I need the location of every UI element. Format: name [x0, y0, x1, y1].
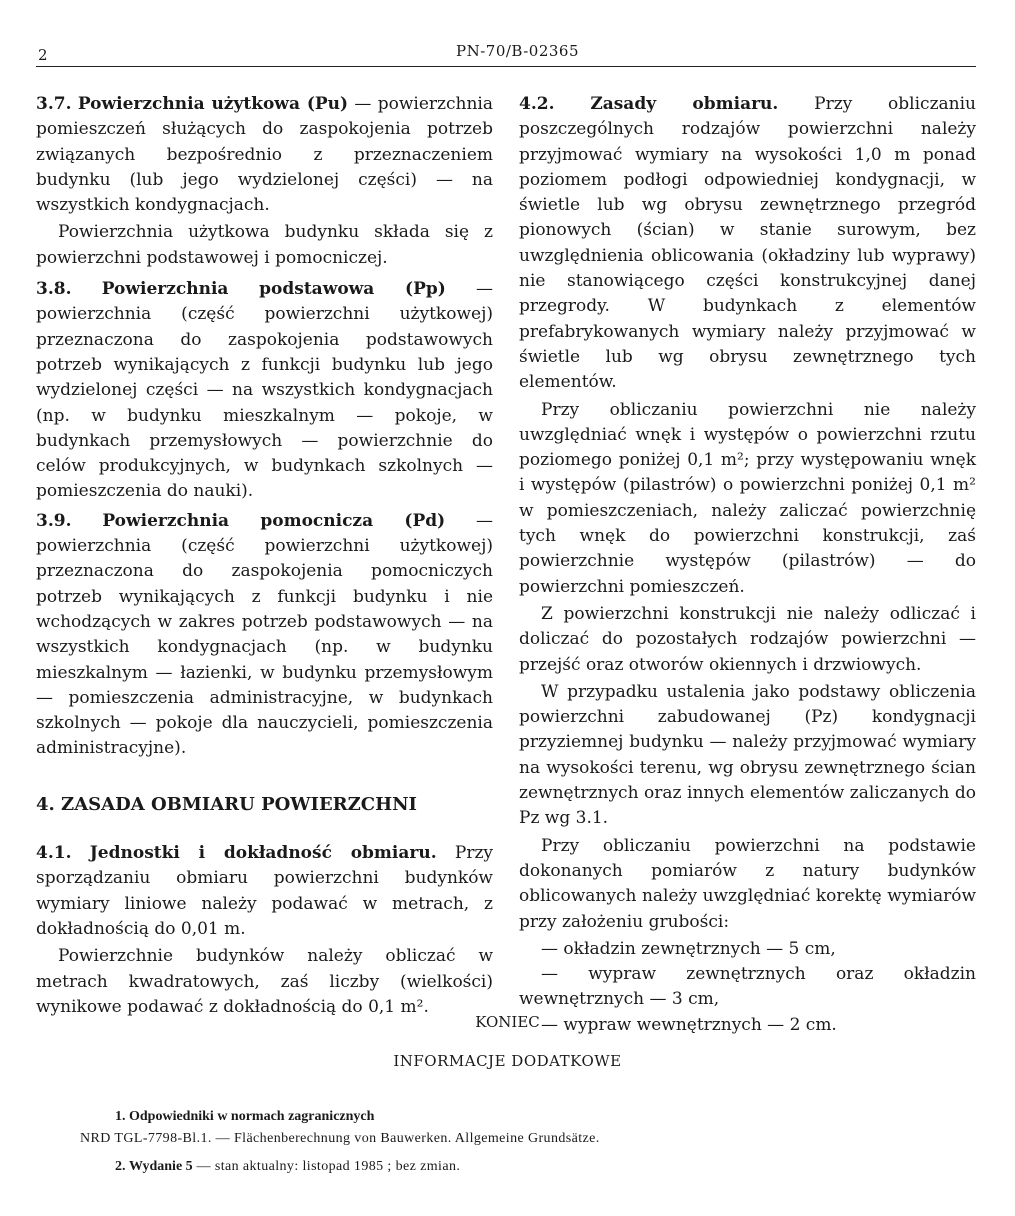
paragraph: Przy obliczaniu powierzchni na podstawie dokonanych pomiarów z natury budynków oblicowanych należy uwzględniać korektę wymiarów przy założeniu grubości: [519, 835, 976, 932]
paragraph: Przy obliczaniu powierzchni nie należy uwzględniać wnęk i występów o powierzchni rzutu poziomego poniżej 0,1 m²; przy występowaniu wnęk i występów (pilastrów) o powierzchni poniżej 0,1 m² w pomieszczeniach, należy zaliczać powierzchnię tych wnęk do powierzchni konstrukcji, zaś powierzchnie występów (pilastrów) — do powierzchni pomieszczeń. [519, 399, 976, 597]
section-text: — powierzchnia (część powierzchni użytkowej) przeznaczona do zaspokojenia pomocniczych potrzeb wynikających z funkcji budynku i nie wchodzących w zakres potrzeb podstawowych — na wszystkich kondygnacjach (np. w budynku mieszkalnym — łazienki, w budynku przemysłowym — pomieszczenia administracyjne, w budynkach szkolnych — pokoje dla nauczycieli, pomieszczenia administracyjne). [36, 510, 493, 759]
paragraph: Powierzchnie budynków należy obliczać w metrach kwadratowych, zaś liczby (wielkości) wynikowe podawać z dokładnością do 0,1 m². [36, 946, 493, 1017]
list-item: — wypraw zewnętrznych oraz okładzin wewnętrznych — 3 cm, [519, 964, 976, 1010]
section-number: 4.2. [519, 94, 555, 114]
item-number: 1. [115, 1109, 126, 1124]
section-title: Zasady obmiaru. [590, 94, 779, 114]
section-text: Przy obliczaniu poszczególnych rodzajów powierzchni należy przyjmować wymiary na wysokości 1,0 m ponad poziomem podłogi odpowiedniej kondygnacji, w świetle lub wg obrysu zewnętrznego przegród pionowych (ścian) w stanie surowym, bez uwzględnienia oblicowania (okładziny lub wyprawy) nie stanowiącego części konstrukcyjnej danej przegrody. W budynkach z elementów prefabrykowanych wymiary należy przyjmować w świetle lub wg obrysu zewnętrznego tych elementów. [519, 94, 976, 393]
list-item: — okładzin zewnętrznych — 5 cm, [541, 938, 836, 959]
section-title: Powierzchnia pomocnicza (Pd) [102, 510, 446, 531]
section-3-9 [36, 509, 493, 762]
paragraph: Z powierzchni konstrukcji nie należy odliczać i doliczać do pozostałych rodzajów powierzchni — przejść oraz otworów okiennych i drzwiowych. [519, 603, 976, 675]
section-number: 3.8. [36, 279, 72, 300]
section-3-8 [36, 277, 493, 505]
paragraph: Powierzchnia użytkowa budynku składa się z powierzchni podstawowej i pomocniczej. [36, 222, 493, 268]
section-number: 3.7. [36, 94, 72, 114]
section-text: — powierzchnia pomieszczeń służących do zaspokojenia potrzeb związanych bezpośrednio z przeznaczeniem budynku (lub jego wydzielonej części) — na wszystkich kondygnacjach. [36, 94, 493, 216]
end-label: KONIEC [475, 1013, 540, 1031]
item-title: Wydanie 5 [129, 1159, 193, 1174]
section-title: Powierzchnia podstawowa (Pp) [101, 279, 446, 300]
page-number: 2 [38, 46, 48, 64]
section-4-heading: 4. ZASADA OBMIARU POWIERZCHNI [36, 793, 417, 815]
item-title: Odpowiedniki w normach zagranicznych [129, 1109, 375, 1124]
item-text: — stan aktualny: listopad 1985 ; bez zmian. [192, 1159, 461, 1174]
section-4-2 [519, 92, 976, 396]
section-number: 4.1. [36, 843, 72, 864]
extra-item-1-text: NRD TGL-7798-Bl.1. — Flächenberechnung von Bauwerken. Allgemeine Grundsätze. [80, 1131, 600, 1146]
section-text: — powierzchnia (część powierzchni użytkowej) przeznaczona do zaspokojenia podstawowych potrzeb wynikających z funkcji budynku lub jego wydzielonej części — na wszystkich kondygnacjach (np. w budynku mieszkalnym — pokoje, w budynkach przemysłowych — powierzchnie do celów produkcyjnych, w budynkach szkolnych — pomieszczenia do nauki). [36, 279, 493, 502]
left-column [36, 92, 493, 1022]
right-column [519, 92, 976, 1038]
extra-item-1 [115, 1107, 975, 1127]
section-3-7 [36, 92, 493, 218]
section-text: Przy sporządzaniu obmiaru powierzchni budynków wymiary liniowe należy podawać w metrach, z dokładnością do 0,01 m. [36, 843, 494, 939]
paragraph: W przypadku ustalenia jako podstawy obliczenia powierzchni zabudowanej (Pz) kondygnacji przyziemnej budynku — należy przyjmować wymiary na wysokości terenu, wg obrysu zewnętrznego ścian zewnętrznych oraz innych elementów zaliczanych do Pz wg 3.1. [519, 681, 976, 829]
extra-item-2 [115, 1157, 975, 1177]
section-number: 3.9. [36, 510, 72, 531]
document-id: PN-70/B-02365 [456, 42, 580, 60]
section-title: Powierzchnia użytkowa (Pu) [77, 94, 349, 114]
section-title: Jednostki i dokładność obmiaru. [89, 843, 437, 864]
page-header [36, 40, 976, 67]
item-number: 2. [115, 1159, 126, 1174]
section-4-1 [36, 841, 493, 942]
list-item: — wypraw wewnętrznych — 2 cm. [541, 1014, 837, 1035]
info-title: INFORMACJE DODATKOWE [393, 1052, 622, 1070]
